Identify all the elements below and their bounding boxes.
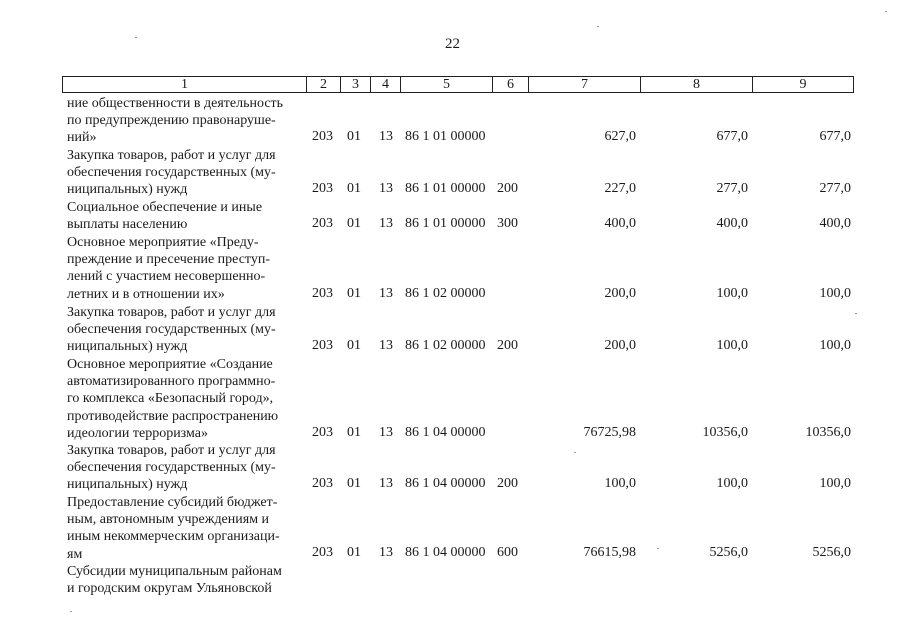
cell-code-2: 203 [312,545,333,560]
desc-line: ям [67,546,83,562]
cell-code-3: 01 [347,286,361,301]
desc-line: Основное мероприятие «Преду- [67,235,259,250]
scan-speck [597,26,599,27]
cell-code-4: 13 [379,545,393,560]
desc-line: Закупка товаров, работ и услуг для [67,148,276,163]
cell-amount-8: 100,0 [716,476,748,491]
desc-line: идеологии терроризма» [67,425,208,441]
desc-line: го комплекса «Безопасный город», [67,391,274,407]
cell-amount-9: 277,0 [819,181,851,196]
cell-code-3: 01 [347,425,361,440]
cell-amount-7: 200,0 [604,338,636,353]
cell-amount-9: 677,0 [819,129,851,144]
cell-code-3: 01 [347,181,361,196]
cell-amount-7: 76615,98 [583,545,636,560]
cell-code-4: 13 [379,476,393,491]
desc-line: противодействие распространению [67,408,279,424]
desc-line: иным некоммерческим организаци- [67,529,280,545]
cell-amount-9: 100,0 [819,286,851,301]
header-col-9: 9 [799,77,807,92]
cell-code-4: 13 [379,338,393,353]
header-col-1: 1 [63,77,307,92]
table-header [62,76,854,93]
table-row [0,338,905,355]
desc-line: ний» [67,130,97,146]
desc-line: обеспечения государственных (му- [67,322,276,338]
cell-amount-9: 400,0 [819,216,851,231]
row-description [67,563,302,597]
page-number: 22 [445,36,460,52]
cell-code-2: 203 [312,425,333,440]
cell-code-5: 86 1 01 00000 [405,216,486,231]
header-col-5: 5 [401,77,493,92]
cell-code-5: 86 1 01 00000 [405,181,486,196]
desc-line: ние общественности в деятельность [67,96,284,111]
desc-line: летних и в отношении их» [67,286,225,302]
cell-code-5: 86 1 01 00000 [405,129,486,144]
desc-line: Основное мероприятие «Создание [67,357,273,372]
scan-speck [885,11,887,12]
cell-amount-8: 677,0 [716,129,748,144]
cell-amount-8: 100,0 [716,286,748,301]
cell-code-3: 01 [347,338,361,353]
header-col-3: 3 [341,77,371,92]
cell-code-3: 01 [347,129,361,144]
desc-line: ниципальных) нужд [67,477,188,493]
cell-code-4: 13 [379,216,393,231]
desc-line: ниципальных) нужд [67,182,188,198]
cell-code-6: 300 [497,216,518,231]
desc-line: обеспечения государственных (му- [67,165,276,181]
desc-line: и городским округам Ульяновской [67,581,272,597]
cell-code-4: 13 [379,286,393,301]
cell-amount-7: 627,0 [604,129,636,144]
table-row [0,476,905,493]
header-col-4: 4 [371,77,401,92]
cell-code-5: 86 1 04 00000 [405,476,486,491]
table-row [0,181,905,198]
table-row [0,286,905,303]
table-row [0,425,905,442]
cell-amount-8: 10356,0 [702,425,748,440]
cell-code-6: 200 [497,181,518,196]
cell-code-3: 01 [347,216,361,231]
cell-code-2: 203 [312,338,333,353]
desc-line: ниципальных) нужд [67,339,188,355]
cell-code-4: 13 [379,425,393,440]
desc-line: Предоставление субсидий бюджет- [67,495,278,510]
header-col-8: 8 [641,77,753,92]
desc-line: по предупреждению правонаруше- [67,113,276,129]
cell-code-3: 01 [347,476,361,491]
cell-amount-7: 100,0 [604,476,636,491]
table-row [0,129,905,146]
header-col-2: 2 [307,77,341,92]
cell-code-6: 600 [497,545,518,560]
cell-amount-7: 400,0 [604,216,636,231]
cell-amount-9: 5256,0 [812,545,851,560]
cell-code-2: 203 [312,476,333,491]
desc-line: Субсидии муниципальным районам [67,564,282,579]
cell-amount-9: 10356,0 [805,425,851,440]
cell-code-2: 203 [312,181,333,196]
cell-code-3: 01 [347,545,361,560]
cell-code-2: 203 [312,129,333,144]
cell-code-5: 86 1 04 00000 [405,545,486,560]
scan-speck [70,611,72,612]
cell-code-4: 13 [379,181,393,196]
cell-amount-9: 100,0 [819,338,851,353]
cell-amount-8: 277,0 [716,181,748,196]
header-col-7: 7 [529,77,641,92]
cell-code-6: 200 [497,338,518,353]
scan-speck [574,452,576,453]
desc-line: преждение и пресечение преступ- [67,252,271,268]
desc-line: Закупка товаров, работ и услуг для [67,443,276,458]
cell-code-5: 86 1 04 00000 [405,425,486,440]
scan-speck [657,548,659,549]
desc-line: ным, автономным учреждениям и [67,512,270,528]
cell-code-2: 203 [312,216,333,231]
scan-speck [855,313,857,314]
cell-amount-7: 227,0 [604,181,636,196]
desc-line: выплаты населению [67,217,188,233]
cell-code-2: 203 [312,286,333,301]
cell-code-5: 86 1 02 00000 [405,338,486,353]
scan-speck [135,37,137,38]
table-row [0,216,905,233]
header-col-6: 6 [493,77,529,92]
cell-code-6: 200 [497,476,518,491]
cell-code-5: 86 1 02 00000 [405,286,486,301]
table-row [0,545,905,562]
desc-line: автоматизированного программно- [67,374,276,390]
desc-line: Закупка товаров, работ и услуг для [67,305,276,320]
cell-amount-7: 76725,98 [583,425,636,440]
cell-code-4: 13 [379,129,393,144]
cell-amount-8: 400,0 [716,216,748,231]
desc-line: лений с участием несовершенно- [67,269,266,285]
cell-amount-7: 200,0 [604,286,636,301]
desc-line: Социальное обеспечение и иные [67,200,263,215]
cell-amount-8: 100,0 [716,338,748,353]
cell-amount-9: 100,0 [819,476,851,491]
desc-line: обеспечения государственных (му- [67,460,276,476]
cell-amount-8: 5256,0 [709,545,748,560]
